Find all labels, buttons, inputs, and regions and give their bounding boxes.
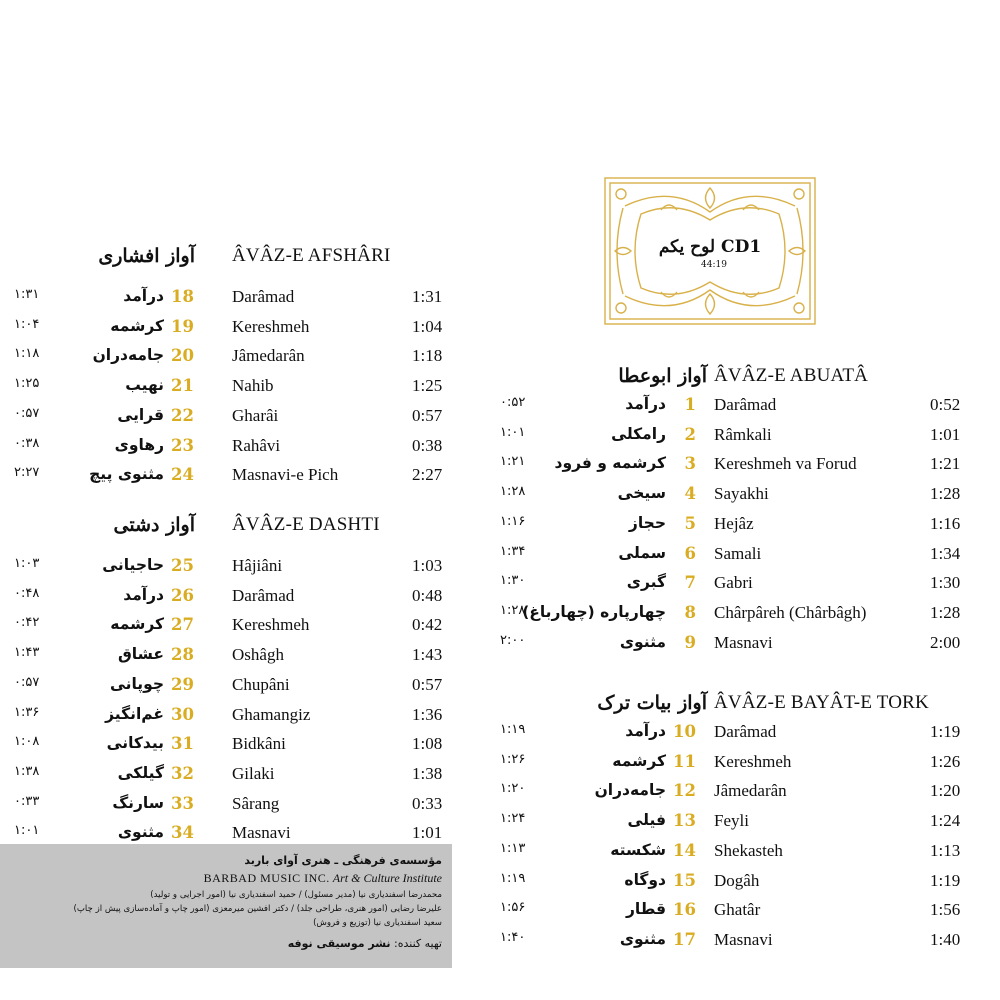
track-title-en: Sârang: [232, 793, 280, 813]
track-title-en: Nahib: [232, 376, 274, 396]
track-title-en: Darâmad: [232, 585, 295, 605]
track-duration: 0:57: [412, 405, 443, 425]
track-row: [0, 346, 460, 376]
track-title-fa: سیخی: [617, 484, 666, 503]
track-duration: 0:38: [412, 435, 443, 455]
track-row: [0, 406, 460, 436]
track-title-en: Gharâi: [232, 405, 279, 425]
track-title-en: Hejâz: [714, 513, 754, 533]
section-title-fa: آواز ابوعطا: [618, 365, 707, 387]
track-duration: 1:13: [930, 840, 961, 860]
track-number: 22: [171, 405, 194, 425]
section-dashti: [0, 514, 460, 843]
track-title-en: Masnavi: [232, 823, 291, 843]
track-title-fa: رامکلی: [611, 424, 666, 443]
track-title-fa: درآمد: [625, 395, 666, 413]
track-number: 33: [171, 793, 194, 813]
track-duration-fa: ۰:۴۲: [14, 615, 40, 631]
track-title-fa: حجاز: [628, 513, 666, 532]
track-row: [500, 514, 990, 544]
track-title-fa: عشاق: [117, 645, 164, 664]
track-title-fa: چوپانی: [109, 674, 164, 693]
track-duration-fa: ۱:۱۹: [500, 870, 526, 886]
track-row: [0, 465, 460, 495]
track-row: [0, 287, 460, 317]
track-duration-fa: ۲:۰۰: [500, 632, 526, 648]
track-title-en: Jâmedarân: [232, 346, 305, 366]
track-title-fa: کرشمه و فرود: [554, 454, 666, 473]
track-title-fa: سملی: [618, 543, 666, 562]
institute-name-en-main: BARBAD MUSIC INC.: [203, 871, 330, 885]
track-row: [0, 794, 460, 824]
track-title-fa: گیلکی: [117, 763, 164, 782]
track-duration-fa: ۱:۰۳: [14, 556, 40, 571]
track-duration: 0:57: [412, 674, 443, 694]
track-title-en: Bidkâni: [232, 734, 286, 754]
track-duration-fa: ۱:۲۴: [500, 811, 526, 827]
track-row: [500, 544, 990, 574]
track-row: [500, 811, 990, 841]
track-title-fa: نهیب: [125, 376, 164, 395]
track-duration: 1:38: [412, 763, 443, 783]
track-title-fa: جامه‌دران: [92, 346, 164, 365]
track-title-fa: مثنوی: [619, 632, 666, 651]
track-title-en: Rahâvi: [232, 435, 281, 455]
track-duration: 1:36: [412, 704, 443, 724]
track-duration-fa: ۱:۳۸: [14, 763, 40, 779]
track-row: [500, 900, 990, 930]
track-duration-fa: ۱:۲۸: [500, 484, 526, 500]
track-number: 34: [171, 823, 194, 843]
track-number: 31: [171, 734, 194, 754]
track-duration-fa: ۱:۲۱: [500, 454, 526, 470]
track-number: 8: [684, 602, 696, 622]
track-title-fa: فیلی: [627, 811, 666, 830]
track-duration-fa: ۰:۴۸: [14, 585, 40, 601]
track-duration-fa: ۱:۳۴: [500, 543, 526, 559]
track-row: [0, 556, 460, 586]
track-duration: 0:48: [412, 585, 443, 605]
section-abuata: [500, 365, 990, 665]
track-duration: 1:19: [930, 722, 961, 741]
track-number: 4: [684, 484, 696, 504]
track-row: [0, 586, 460, 616]
track-title-en: Shekasteh: [714, 840, 783, 860]
track-title-en: Kereshmeh: [232, 615, 310, 635]
track-title-en: Kereshmeh: [714, 751, 792, 771]
track-number: 5: [684, 513, 696, 533]
track-row: [0, 376, 460, 406]
track-row: [500, 395, 990, 425]
track-row: [500, 573, 990, 603]
section-title-en: ÂVÂZ-E DASHTI: [232, 514, 380, 535]
section-bayat-e-tork: [500, 692, 990, 962]
track-number: 26: [171, 585, 194, 605]
track-duration: 1:28: [930, 484, 961, 504]
track-duration: 1:03: [412, 556, 443, 575]
track-title-en: Chupâni: [232, 674, 290, 694]
publisher-box: [0, 844, 452, 968]
track-title-fa: مثنوی: [117, 823, 164, 842]
track-title-en: Masnavi: [714, 929, 773, 949]
track-title-en: Kereshmeh: [232, 316, 310, 336]
track-number: 3: [684, 454, 696, 474]
track-duration-fa: ۰:۵۷: [14, 405, 40, 421]
track-number: 12: [673, 781, 696, 801]
track-duration: 1:43: [412, 645, 443, 665]
track-number: 29: [171, 674, 194, 694]
track-row: [500, 603, 990, 633]
track-number: 6: [684, 543, 696, 563]
track-duration-fa: ۰:۳۳: [14, 793, 40, 809]
track-duration: 0:52: [930, 395, 961, 414]
track-duration: 1:40: [930, 929, 961, 949]
cd-label: لوح یکم CD1: [658, 237, 762, 257]
track-title-en: Masnavi: [714, 632, 773, 652]
track-duration-fa: ۱:۰۱: [14, 823, 40, 839]
track-row: [500, 425, 990, 455]
track-row: [500, 722, 990, 752]
track-title-fa: گبری: [626, 573, 666, 592]
track-duration: 0:33: [412, 793, 443, 813]
track-number: 25: [171, 556, 194, 575]
producer-line: [288, 937, 442, 950]
track-number: 16: [673, 900, 696, 920]
track-duration-fa: ۰:۵۲: [500, 395, 526, 410]
credit-line-1: محمدرضا اسفندیاری نیا (مدیر مسئول) / حمید اسفندیاری نیا (امور اجرایی و تولید): [150, 890, 442, 900]
track-duration-fa: ۱:۰۴: [14, 316, 40, 332]
track-title-en: Darâmad: [232, 287, 295, 306]
section-afshari: [0, 245, 460, 485]
track-duration: 1:21: [930, 454, 961, 474]
track-row: [500, 930, 990, 960]
track-row: [500, 841, 990, 871]
track-duration-fa: ۱:۰۱: [500, 424, 526, 440]
track-number: 10: [673, 722, 696, 741]
track-title-en: Darâmad: [714, 722, 777, 741]
institute-name-en-sub: Art & Culture Institute: [332, 871, 442, 885]
track-row: [500, 633, 990, 663]
track-duration: 1:25: [412, 376, 443, 396]
track-number: 2: [684, 424, 696, 444]
track-row: [0, 645, 460, 675]
track-duration-fa: ۱:۲۸: [500, 602, 526, 618]
track-duration-fa: ۱:۰۸: [14, 734, 40, 750]
track-title-fa: سارنگ: [112, 793, 164, 812]
track-number: 27: [171, 615, 194, 635]
track-number: 20: [171, 346, 194, 366]
institute-name-fa: مؤسسه‌ی فرهنگی ـ هنری آوای باربد: [244, 854, 442, 867]
track-duration: 1:24: [930, 811, 961, 831]
track-duration-fa: ۱:۱۶: [500, 513, 526, 529]
track-duration: 1:04: [412, 316, 443, 336]
track-number: 14: [673, 840, 696, 860]
track-title-fa: حاجیانی: [102, 556, 164, 574]
producer-label: تهیه کننده:: [394, 937, 442, 950]
track-title-en: Chârpâreh (Chârbâgh): [714, 602, 867, 622]
track-row: [0, 675, 460, 705]
track-number: 7: [684, 573, 696, 593]
track-duration: 1:30: [930, 573, 961, 593]
track-title-fa: مثنوی پیچ: [89, 465, 164, 484]
track-duration-fa: ۱:۱۳: [500, 840, 526, 856]
track-title-fa: چهارپاره (چهارباغ): [522, 602, 666, 621]
track-title-en: Darâmad: [714, 395, 777, 414]
track-duration-fa: ۱:۱۸: [14, 346, 40, 362]
track-row: [0, 615, 460, 645]
track-duration: 1:08: [412, 734, 443, 754]
track-duration: 1:01: [930, 424, 961, 444]
track-duration-fa: ۱:۵۶: [500, 900, 526, 916]
section-title-fa: آواز بیات ترک: [597, 692, 707, 714]
track-row: [0, 436, 460, 466]
track-title-fa: غم‌انگیز: [105, 704, 164, 723]
track-duration: 1:26: [930, 751, 961, 771]
track-duration: 2:27: [412, 465, 443, 485]
track-number: 19: [171, 316, 194, 336]
section-title-fa: آواز افشاری: [98, 245, 195, 267]
track-title-en: Dogâh: [714, 870, 760, 890]
track-title-fa: جامه‌دران: [594, 781, 666, 800]
track-title-en: Sayakhi: [714, 484, 769, 504]
track-duration-fa: ۱:۲۶: [500, 751, 526, 767]
track-duration-fa: ۱:۱۹: [500, 722, 526, 737]
track-title-en: Râmkali: [714, 424, 772, 444]
track-duration: 1:56: [930, 900, 961, 920]
track-number: 9: [684, 632, 696, 652]
track-duration-fa: ۰:۵۷: [14, 674, 40, 690]
track-duration: 1:19: [930, 870, 961, 890]
cd-duration: 44:19: [701, 260, 727, 270]
track-title-fa: کرشمه: [612, 751, 666, 770]
section-title-fa: آواز دشتی: [113, 514, 195, 536]
track-number: 21: [171, 376, 194, 396]
track-title-en: Ghatâr: [714, 900, 761, 920]
track-duration-fa: ۰:۳۸: [14, 435, 40, 451]
track-title-fa: درآمد: [123, 287, 164, 305]
track-duration-fa: ۱:۲۵: [14, 376, 40, 392]
section-title-en: ÂVÂZ-E ABUATÂ: [714, 365, 869, 386]
track-title-en: Oshâgh: [232, 645, 284, 665]
track-row: [500, 752, 990, 782]
track-duration-fa: ۱:۴۰: [500, 929, 526, 945]
track-duration-fa: ۱:۴۳: [14, 645, 40, 661]
track-number: 11: [673, 751, 696, 771]
track-row: [500, 781, 990, 811]
credit-line-2: علیرضا رضایی (امور هنری، طراحی جلد) / دکتر افشین میرمعزی (امور چاپ و آماده‌سازی پیش از چاپ): [73, 904, 442, 914]
track-title-en: Gilaki: [232, 763, 275, 783]
track-duration: 1:34: [930, 543, 961, 563]
track-title-fa: بیدکانی: [106, 734, 164, 753]
track-number: 15: [673, 870, 696, 890]
track-title-fa: کرشمه: [110, 615, 164, 634]
track-duration: 0:42: [412, 615, 443, 635]
track-duration: 1:01: [412, 823, 443, 843]
track-duration-fa: ۱:۳۱: [14, 287, 40, 302]
track-row: [500, 871, 990, 901]
track-title-en: Ghamangiz: [232, 704, 311, 724]
track-number: 32: [171, 763, 194, 783]
section-title-en: ÂVÂZ-E AFSHÂRI: [232, 245, 391, 266]
track-title-fa: شکسته: [610, 840, 666, 859]
track-row: [0, 734, 460, 764]
track-duration-fa: ۲:۲۷: [14, 465, 40, 481]
track-row: [500, 484, 990, 514]
track-duration-fa: ۱:۲۰: [500, 781, 526, 797]
track-title-en: Feyli: [714, 811, 749, 831]
track-duration-fa: ۱:۳۶: [14, 704, 40, 720]
track-title-fa: درآمد: [123, 585, 164, 604]
track-title-en: Jâmedarân: [714, 781, 787, 801]
track-title-en: Kereshmeh va Forud: [714, 454, 857, 474]
track-title-en: Samali: [714, 543, 762, 563]
track-number: 24: [171, 465, 194, 485]
track-duration: 1:20: [930, 781, 961, 801]
track-title-fa: دوگاه: [624, 870, 666, 889]
track-number: 13: [673, 811, 696, 831]
track-title-fa: کرشمه: [110, 316, 164, 335]
track-title-fa: قرایی: [117, 405, 164, 424]
track-title-fa: مثنوی: [619, 929, 666, 948]
section-title-en: ÂVÂZ-E BAYÂT-E TORK: [714, 692, 929, 713]
track-row: [0, 317, 460, 347]
track-duration: 1:16: [930, 513, 961, 533]
track-number: 17: [673, 929, 696, 949]
track-row: [0, 764, 460, 794]
track-number: 23: [171, 435, 194, 455]
track-duration: 2:00: [930, 632, 961, 652]
producer-name: نشر موسیقی نوفه: [287, 937, 391, 950]
track-number: 18: [171, 287, 194, 306]
track-number: 28: [171, 645, 194, 665]
track-duration-fa: ۱:۳۰: [500, 573, 526, 589]
track-duration: 1:18: [412, 346, 443, 366]
track-title-en: Masnavi-e Pich: [232, 465, 339, 485]
track-number: 1: [684, 395, 696, 414]
credit-line-3: سعید اسفندیاری نیا (توزیع و فروش): [313, 918, 442, 928]
track-title-fa: درآمد: [625, 722, 666, 740]
track-title-en: Gabri: [714, 573, 753, 593]
track-duration: 1:31: [412, 287, 443, 306]
cd-badge-frame: [601, 174, 819, 328]
track-title-fa: قطار: [626, 900, 666, 919]
track-title-en: Hâjiâni: [232, 556, 283, 575]
track-row: [0, 705, 460, 735]
track-row: [500, 454, 990, 484]
track-duration: 1:28: [930, 602, 961, 622]
track-number: 30: [171, 704, 194, 724]
track-title-fa: رهاوی: [114, 435, 164, 454]
institute-name-en: [204, 871, 442, 886]
